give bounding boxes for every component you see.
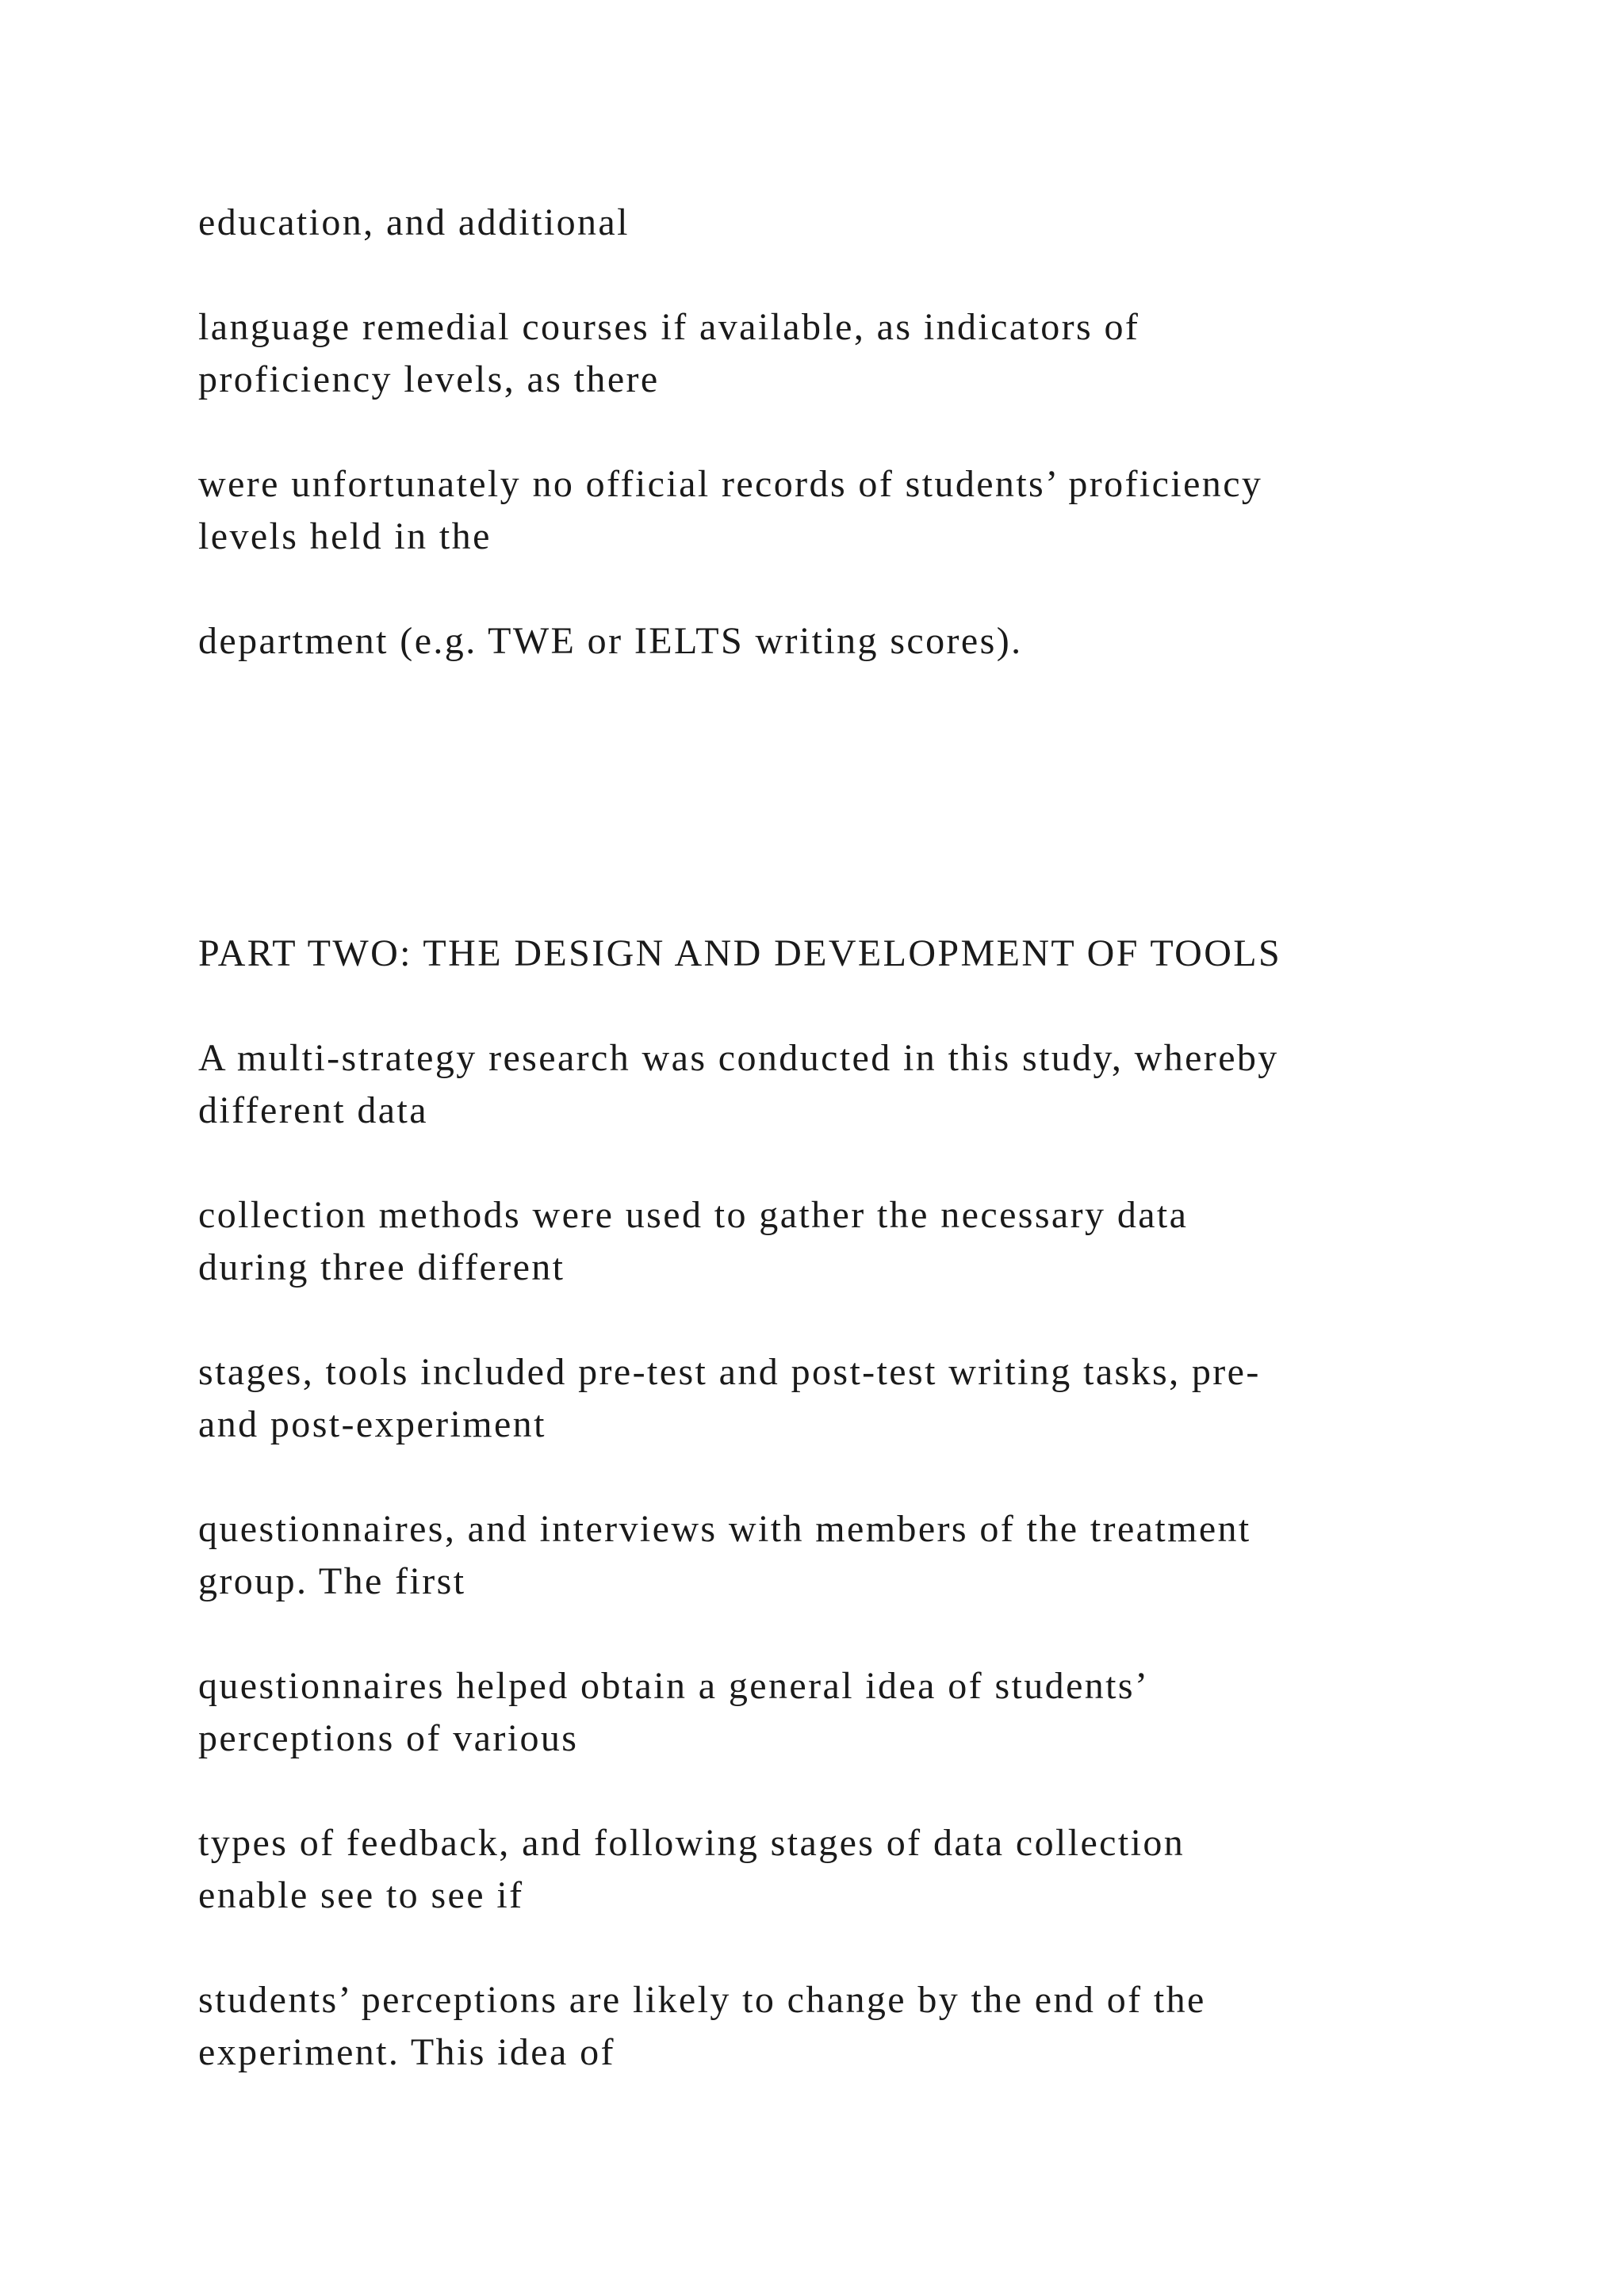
- heading-line: PART TWO: THE DESIGN AND DEVELOPMENT OF TOOLS: [198, 932, 1282, 974]
- text-line: questionnaires, and interviews with members of the treatment: [198, 1508, 1251, 1550]
- paragraph-stages-tools: [198, 1346, 1546, 1451]
- paragraph-no-official-records: [198, 458, 1546, 563]
- text-line: levels held in the: [198, 515, 492, 557]
- paragraph-types-of-feedback: [198, 1817, 1546, 1922]
- text-line: language remedial courses if available, as indicators of: [198, 306, 1140, 348]
- text-line: were unfortunately no official records of students’ proficiency: [198, 463, 1263, 505]
- text-line: types of feedback, and following stages of data collection: [198, 1822, 1185, 1864]
- text-line: A multi-strategy research was conducted in this study, whereby: [198, 1037, 1279, 1079]
- text-line: experiment. This idea of: [198, 2031, 615, 2073]
- text-line: education, and additional: [198, 201, 630, 243]
- text-line: department (e.g. TWE or IELTS writing scores).: [198, 620, 1023, 662]
- text-line: students’ perceptions are likely to change by the end of the: [198, 1979, 1206, 2021]
- paragraph-education: [198, 197, 1546, 249]
- paragraph-questionnaires-interviews: [198, 1503, 1546, 1608]
- text-line: questionnaires helped obtain a general idea of students’: [198, 1665, 1150, 1707]
- text-line: perceptions of various: [198, 1717, 579, 1759]
- text-line: different data: [198, 1089, 428, 1131]
- text-line: group. The first: [198, 1560, 466, 1602]
- paragraph-language-remedial: [198, 301, 1546, 406]
- paragraph-questionnaires-general-idea: [198, 1660, 1546, 1765]
- text-line: collection methods were used to gather the necessary data: [198, 1194, 1189, 1236]
- text-line: stages, tools included pre-test and post-test writing tasks, pre-: [198, 1351, 1261, 1393]
- text-line: proficiency levels, as there: [198, 358, 660, 400]
- section-heading-part-two: [198, 928, 1546, 980]
- paragraph-collection-methods: [198, 1189, 1546, 1294]
- text-line: during three different: [198, 1246, 565, 1288]
- text-line: enable see to see if: [198, 1874, 524, 1916]
- paragraph-multi-strategy: [198, 1032, 1546, 1137]
- text-line: and post-experiment: [198, 1403, 546, 1445]
- paragraph-students-perceptions: [198, 1974, 1546, 2079]
- paragraph-department: [198, 615, 1546, 668]
